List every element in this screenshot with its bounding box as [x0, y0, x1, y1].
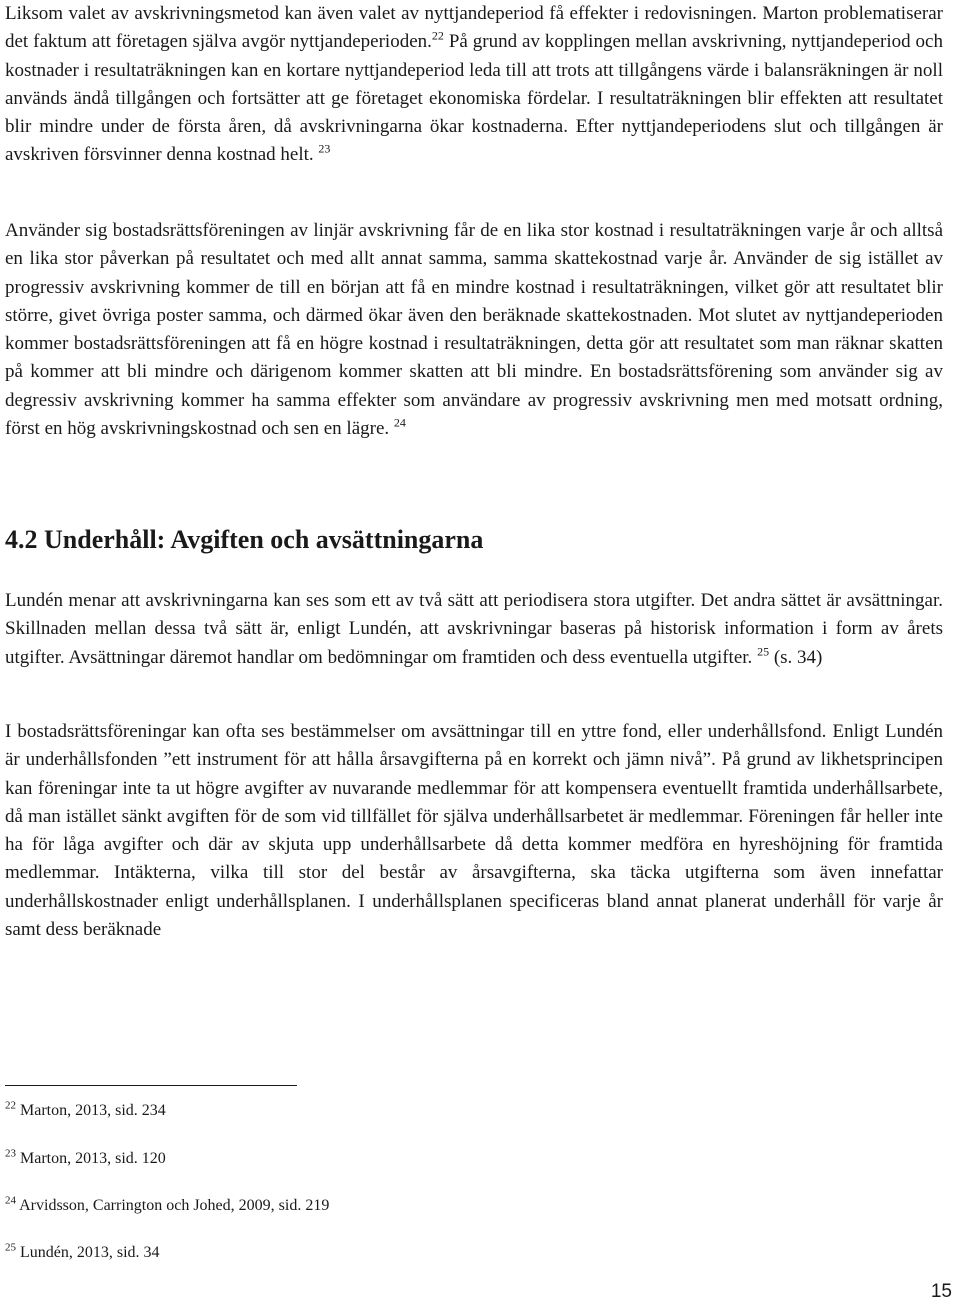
section-heading: 4.2 Underhåll: Avgiften och avsättningarna	[5, 525, 484, 554]
footnote-text: Marton, 2013, sid. 234	[16, 1102, 166, 1119]
paragraph-avskrivningsmetoder	[5, 217, 943, 443]
paragraph-text: I bostadsrättsföreningar kan ofta ses bestämmelser om avsättningar till en yttre fond, eller underhållsfond. Enligt Lundén är underhållsfonden ”ett instrument för att hålla årsavgifterna på en korrekt och jämn nivå”. På grund av likhetsprincipen kan föreningar inte ta ut högre avgifter av nuvarande medlemmar för att kompensera eventuellt framtida underhållsarbete, då man istället sänkt avgiften för de som vid tillfället för själva underhållsarbetet är medlemmar. Föreningen får heller inte ha för låga avgifter och där av skjuta upp underhållsarbete då detta kommer medföra en hyreshöjning för framtida medlemmar. Intäkterna, vilka till stor del består av årsavgifterna, ska täcka utgifterna som även innefattar underhållskostnader enligt underhållsplanen. I underhållsplanen specificeras bland annat planerat underhåll för varje år samt dess beräknade	[5, 721, 943, 941]
paragraph-text: Använder sig bostadsrättsföreningen av linjär avskrivning får de en lika stor kostnad i resultaträkningen varje år och alltså en lika stor påverkan på resultatet och med allt annat samma, samma skattekostnad varje år. Använder de sig istället av progressiv avskrivning kommer de till en början att få en mindre kostnad i resultaträkningen, vilket gör att resultatet blir större, givet övriga poster samma, och därmed ökar även den beräknade skattekostnaden. Mot slutet av nyttjandeperioden kommer bostadsrättsföreningen att få en högre kostnad i resultaträkningen, detta gör att resultatet som man räknar skatten på kommer att bli mindre och därigenom kommer skatten att bli mindre. En bostadsrättsförening som använder sig av degressiv avskrivning kommer ha samma effekter som användare av progressiv avskrivning men med motsatt ordning, först en hög avskrivningskostnad och sen en lägre.	[5, 220, 943, 440]
footnote-ref-24[interactable]: 24	[393, 415, 406, 430]
paragraph-text: Lundén menar att avskrivningarna kan ses som ett av två sätt att periodisera stora utgifter. Det andra sättet är avsättningar. Skillnaden mellan dessa två sätt är, enligt Lundén, att avskrivningar baseras på historisk information i form av årets utgifter. Avsättningar däremot handlar om bedömningar om framtiden och dess eventuella utgifter.	[5, 590, 943, 668]
footnote-text: Lundén, 2013, sid. 34	[16, 1244, 160, 1261]
footnote-ref-22[interactable]: 22	[431, 28, 444, 43]
footnote-25	[5, 1243, 160, 1263]
footnote-separator	[5, 1085, 297, 1086]
footnote-23	[5, 1149, 166, 1169]
footnote-number: 23	[5, 1147, 16, 1160]
page-number: 15	[930, 1281, 952, 1302]
footnote-text: Marton, 2013, sid. 120	[16, 1150, 166, 1167]
paragraph-text: Liksom valet av avskrivningsmetod kan även valet av nyttjandeperiod få effekter i redovisningen. Marton problematiserar det faktum att företagen själva avgör nyttjandeperioden.	[5, 3, 943, 53]
footnote-text: Arvidsson, Carrington och Johed, 2009, sid. 219	[16, 1197, 330, 1214]
footnote-number: 22	[5, 1099, 16, 1112]
footnote-number: 25	[5, 1241, 16, 1254]
footnote-ref-23[interactable]: 23	[318, 142, 331, 157]
paragraph-nyttjandeperiod	[5, 0, 943, 170]
paragraph-text: På grund av kopplingen mellan avskrivning, nyttjandeperiod och kostnader i resultaträkningen kan en kortare nyttjandeperiod leda till att trots att tillgångens värde i balansräkningen är noll används ändå tillgången och fortsätter att ge företaget ekonomiska fördelar. I resultaträkningen blir effekten att resultatet blir mindre under de första åren, då avskrivningarna ökar kostnaderna. Efter nyttjandeperiodens slut och tillgången är avskriven försvinner denna kostnad helt.	[5, 31, 943, 166]
footnote-ref-25[interactable]: 25	[757, 644, 770, 659]
page-reference: (s. 34)	[769, 646, 823, 668]
footnote-24	[5, 1196, 329, 1216]
footnote-number: 24	[5, 1194, 16, 1207]
paragraph-avsattningar	[5, 587, 943, 672]
footnote-22	[5, 1101, 166, 1121]
paragraph-underhallsfond	[5, 718, 943, 944]
